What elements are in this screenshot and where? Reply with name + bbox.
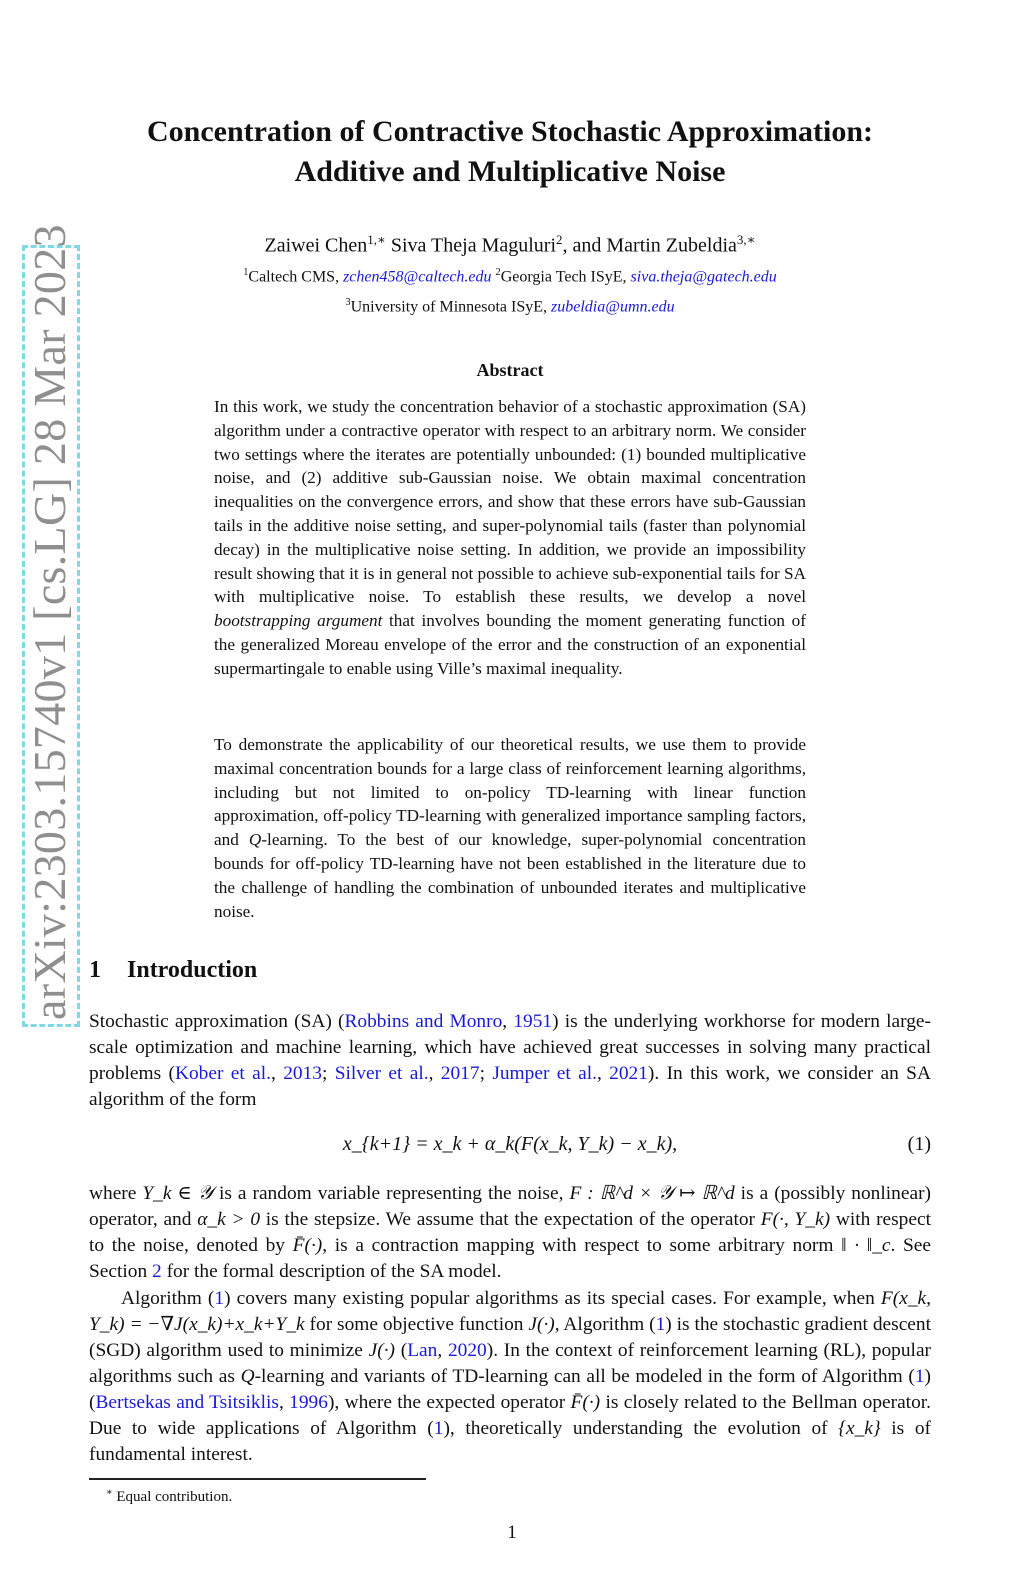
math-inline: F : ℝ^d × 𝒴 ↦ ℝ^d [569,1183,735,1204]
affiliations-line-1 [100,267,920,286]
math-inline: Q [240,1366,255,1387]
equation-reference-link[interactable]: 1 [655,1314,666,1335]
equation-reference-link[interactable]: 1 [433,1418,444,1439]
abstract-paragraph-2 [214,733,806,923]
footnote-mark: ∗ [106,1487,113,1498]
affiliation-institution: Caltech CMS, [248,268,344,286]
text-run: ) is the underlying workhorse for modern large-scale optimization and machine learning, which have achieved great successes in solving many practical problems ( [89,1011,931,1084]
intro-paragraph-3 [89,1286,931,1468]
section-reference-link[interactable]: 2 [152,1261,162,1282]
text-run: Algorithm ( [121,1288,215,1309]
text-run: , [428,1063,441,1084]
text-run: , [502,1011,514,1032]
author-name: Zaiwei Chen [264,234,368,257]
equation-reference-link[interactable]: 1 [214,1288,225,1309]
text-run: is of fundamental interest. [89,1418,931,1465]
text-run: is a random variable representing the noise, [212,1183,570,1204]
citation-year-link[interactable]: 1996 [289,1392,328,1413]
abstract-paragraph-1 [214,395,806,681]
text-run: To demonstrate the applicability of our theoretical results, we use them to provide maximal concentration bounds for a large class of reinforcement learning algorithms, including but not limited to on-policy TD-learning with linear function approximation, off-policy TD-learning with generalized importance sampling factors, and [214,735,806,850]
email-link[interactable]: zubeldia@umn.edu [551,298,675,316]
affiliation-institution: University of Minnesota ISyE, [350,298,552,316]
text-run: Stochastic approximation (SA) ( [89,1011,345,1032]
text-run: for the formal description of the SA model. [161,1261,502,1282]
text-run: ) covers many existing popular algorithms as its special cases. For example, when [224,1288,881,1309]
text-run: , [437,1340,448,1361]
math-inline: Q [248,830,262,850]
text-run: -learning. To the best of our knowledge, super-polynomial concentration bounds for off-policy TD-learning have not been established in the literature due to the challenge of handling the combination of unbounded iterates and multiplicative noise. [214,830,806,921]
text-run: ( [395,1340,408,1361]
math-inline: J(·) [368,1340,395,1361]
math-inline: F̄(·) [292,1235,323,1256]
citation-year-link[interactable]: 2021 [609,1063,648,1084]
text-run: -learning and variants of TD-learning can all be modeled in the form of Algorithm ( [254,1366,915,1387]
emphasized-term: bootstrapping argument [214,611,383,631]
math-inline: α_k > 0 [197,1209,261,1230]
equation-number: (1) [907,1133,931,1155]
math-inline: J(·) [528,1314,555,1335]
math-inline: ‖ · ‖_c [841,1235,891,1256]
abstract-heading: Abstract [476,360,544,380]
intro-paragraph-2 [89,1181,931,1285]
math-inline: F(x_k, Y_k) = −∇J(x_k)+x_k+Y_k [89,1288,931,1335]
text-run: for some objective function [304,1314,529,1335]
citation-year-link[interactable]: 2017 [440,1063,480,1084]
text-run: , [596,1063,610,1084]
author-name: Siva Theja Maguluri [385,234,556,257]
citation-link[interactable]: Lan [407,1340,438,1361]
email-link[interactable]: siva.theja@gatech.edu [630,268,777,286]
text-run: . See Section [89,1235,932,1282]
title-line-1: Concentration of Contractive Stochastic Approximation: [146,115,874,148]
author-mark: 2 [556,232,563,247]
math-inline: Y_k ∈ 𝒴 [142,1183,213,1204]
citation-link[interactable]: Silver et al. [334,1063,429,1084]
text-run: is a (possibly nonlinear) operator, and [89,1183,931,1230]
citation-link[interactable]: Kober et al. [174,1063,271,1084]
text-run: ). In the context of reinforcement learning (RL), popular algorithms such as [89,1340,932,1387]
citation-link[interactable]: Robbins and Monro [344,1011,503,1032]
text-run: , [270,1063,284,1084]
math-inline: F(·, Y_k) [760,1209,831,1230]
footnote-text: Equal contribution. [112,1489,233,1505]
text-run: ) is the stochastic gradient descent (SGD) algorithm used to minimize [89,1314,931,1361]
intro-paragraph-1 [89,1009,931,1113]
math-inline: {x_k} [838,1418,881,1439]
footnote [106,1487,232,1506]
arxiv-identifier[interactable]: arXiv:2303.15740v1 [cs.LG] 28 Mar 2023 [24,224,75,1020]
author-mark: 3,∗ [736,232,756,247]
text-run: ), theoretically understanding the evolution of [443,1418,839,1439]
email-link[interactable]: zchen458@caltech.edu [343,268,492,286]
author-list [100,232,920,258]
affiliation-mark: 1 [243,267,249,278]
equation-body: x_{k+1} = x_k + α_k(F(x_k, Y_k) − x_k), [342,1133,678,1155]
equation-reference-link[interactable]: 1 [914,1366,925,1387]
citation-link[interactable]: Jumper et al. [492,1063,597,1084]
footnote-divider [89,1478,426,1480]
page-number: 1 [507,1522,517,1543]
text-run: ; [479,1063,493,1084]
title-line-2: Additive and Multiplicative Noise [294,155,726,188]
text-run: In this work, we study the concentration behavior of a stochastic approximation (SA) algorithm under a contractive operator with respect to an arbitrary norm. We consider two settings where the iterates are potentially unbounded: (1) bounded multiplicative noise, and (2) additive sub-Gaussian noise. We obtain maximal concentration inequalities on the convergence errors, and show that these errors have sub-Gaussian tails in the additive noise setting, and super-polynomial tails (faster than polynomial decay) in the multiplicative noise setting. In addition, we provide an impossibility result showing that it is in general not possible to achieve sub-exponential tails for SA with multiplicative noise. To establish these results, we develop a novel [214,397,806,607]
citation-year-link[interactable]: 2013 [283,1063,322,1084]
citation-year-link[interactable]: 2020 [447,1340,487,1361]
author-name: , and Martin Zubeldia [562,234,737,257]
text-run: where [89,1183,143,1204]
paper-title [100,112,920,192]
text-run: , is a contraction mapping with respect to some arbitrary norm [322,1235,842,1256]
text-run: ; [321,1063,335,1084]
text-run: ) ( [89,1366,931,1413]
text-run: is closely related to the Bellman operator. Due to wide applications of Algorithm ( [89,1392,931,1439]
equation-1 [89,1133,931,1156]
text-run: , Algorithm ( [554,1314,656,1335]
affiliation-mark: 3 [345,297,351,308]
author-mark: 1,∗ [367,232,386,247]
citation-link[interactable]: Bertsekas and Tsitsiklis [95,1392,279,1413]
text-run: that involves bounding the moment generating function of the generalized Moreau envelope of the error and the construction of an exponential supermartingale to enable using Ville’s maximal inequality. [214,611,806,678]
math-inline: F̄(·) [570,1392,601,1413]
section-number: 1 [89,957,101,983]
affiliation-mark: 2 [495,267,501,278]
text-run: ). In this work, we consider an SA algorithm of the form [89,1063,931,1110]
affiliation-institution: Georgia Tech ISyE, [500,268,631,286]
text-run: is the stepsize. We assume that the expectation of the operator [260,1209,761,1230]
section-heading-introduction [89,957,257,984]
text-run: , [278,1392,290,1413]
text-run: ), where the expected operator [327,1392,571,1413]
section-title: Introduction [127,957,258,983]
text-run: with respect to the noise, denoted by [89,1209,931,1256]
affiliations-line-2 [100,297,920,316]
citation-year-link[interactable]: 1951 [513,1011,553,1032]
